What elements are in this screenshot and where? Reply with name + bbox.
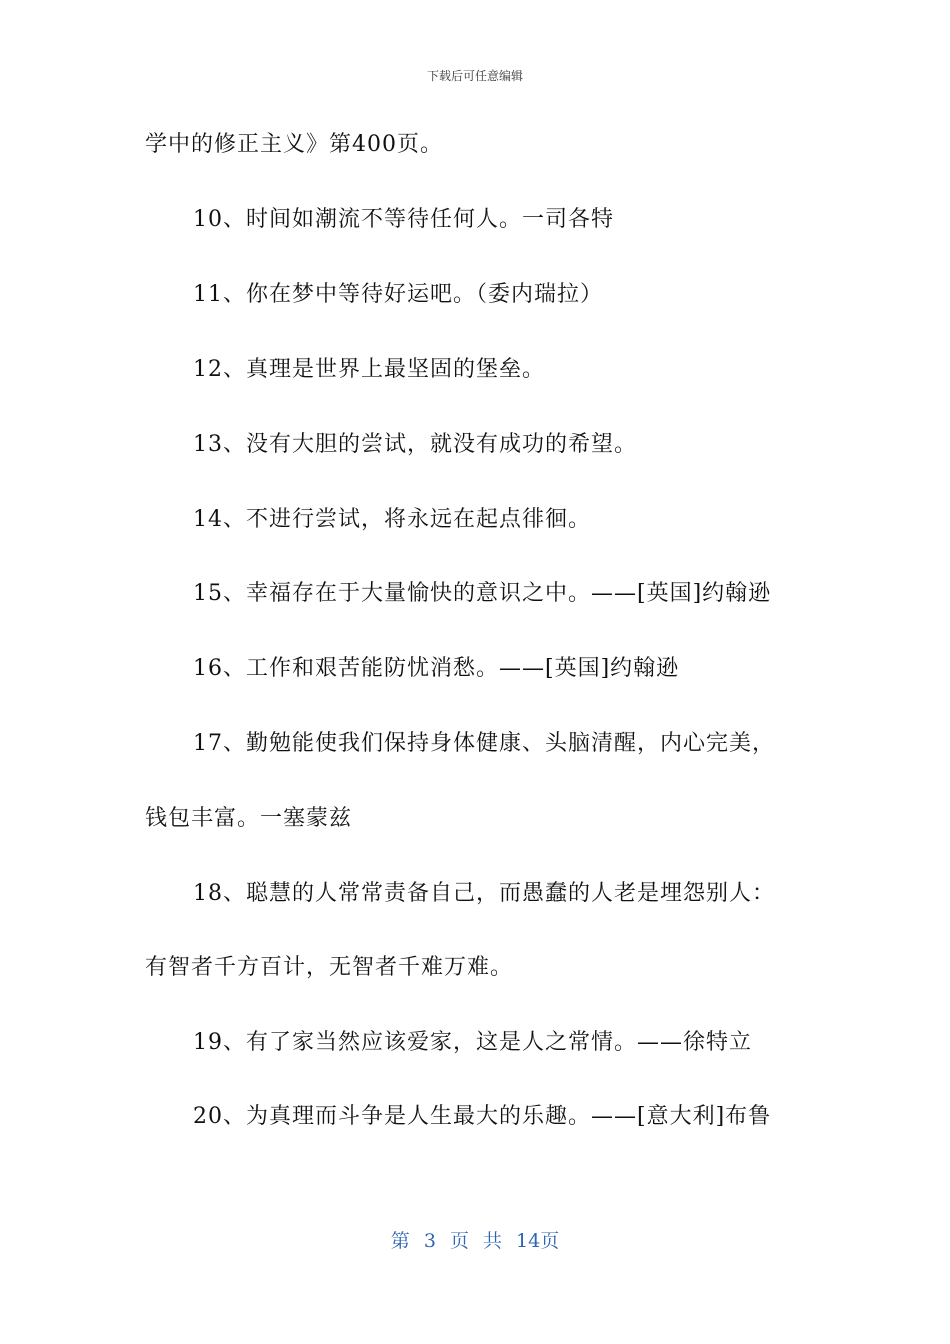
text-line: 13、没有大胆的尝试，就没有成功的希望。 [193, 432, 637, 457]
text-line: 20、为真理而斗争是人生最大的乐趣。——[意大利]布鲁 [193, 1104, 772, 1129]
text-line: 有智者千方百计，无智者千难万难。 [145, 955, 514, 980]
text-line: 19、有了家当然应该爱家，这是人之常情。——徐特立 [193, 1030, 752, 1055]
text-line: 钱包丰富。一塞蒙兹 [145, 806, 353, 831]
page-number-footer: 第 3 页 共 14页 [390, 1230, 560, 1252]
text-line: 15、幸福存在于大量愉快的意识之中。——[英国]约翰逊 [193, 581, 772, 606]
text-line: 10、时间如潮流不等待任何人。一司各特 [193, 207, 614, 232]
text-line: 11、你在梦中等待好运吧。（委内瑞拉） [193, 282, 603, 307]
text-line: 14、不进行尝试，将永远在起点徘徊。 [193, 507, 591, 532]
text-line: 学中的修正主义》第400页。 [145, 132, 443, 157]
text-line: 12、真理是世界上最坚固的堡垒。 [193, 357, 545, 382]
text-line: 17、勤勉能使我们保持身体健康、头脑清醒，内心完美， [193, 731, 775, 756]
text-line: 18、聪慧的人常常责备自己，而愚蠢的人老是埋怨别人： [193, 881, 775, 906]
page-header: 下载后可任意编辑 [426, 69, 523, 83]
text-line: 16、工作和艰苦能防忧消愁。——[英国]约翰逊 [193, 656, 680, 681]
